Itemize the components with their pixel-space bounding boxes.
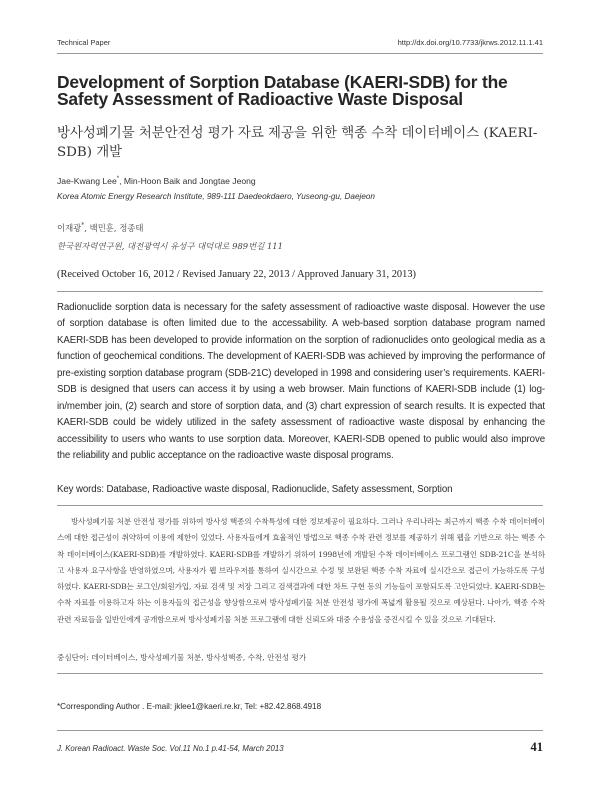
korean-abstract-top-rule (57, 505, 543, 506)
received-dates: (Received October 16, 2012 / Revised January 22, 2013 / Approved January 31, 2013) (57, 269, 416, 280)
corresponding-author: Jae-Kwang Lee (57, 176, 117, 186)
journal-citation: J. Korean Radioact. Waste Soc. Vol.11 No.1 p.41-54, March 2013 (57, 744, 284, 753)
corresponding-author-footnote: *Corresponding Author . E-mail: jklee1@kaeri.re.kr, Tel: +82.42.868.4918 (57, 702, 322, 711)
korean-co-authors: , 백민훈, 정종태 (84, 223, 144, 233)
korean-corresponding-author: 이재광 (57, 223, 82, 233)
english-abstract: Radionuclide sorption data is necessary for the safety assessment of radioactive waste disposal. However the use of sorption database is often limited due to the accessability. A web-based sorption database program named KAERI-SDB has been developed to provide information on the sorption of radionuclides onto geological media as a function of geochemical conditions. The development of KAERI-SDB was achieved by improving the performance of pre-existing sorption database program (SDB-21C) developed in 1998 and considering user’s requirements. KAERI-SDB is designed that users can access it by using a web browser. Main functions of KAERI-SDB include (1) log-in/member join, (2) search and store of sorption data, and (3) chart expression of search results. It is expected that KAERI-SDB could be widely utilized in the safety assessment of radioactive waste disposal by enhancing the accessibility to users who wants to use sorption data. Moreover, KAERI-SDB opened to public would also improve the reliability and public acceptance on the radioactive waste disposal programs. (57, 302, 545, 462)
abstract-top-rule (57, 291, 543, 292)
korean-paper-title: 방사성폐기물 처분안전성 평가 자료 제공을 위한 핵종 수착 데이터베이스 (KAERI-SDB) 개발 (57, 126, 538, 160)
korean-affiliation: 한국원자력연구원, 대전광역시 유성구 대덕대로 989번길 111 (57, 241, 283, 251)
english-keywords: Key words: Database, Radioactive waste disposal, Radionuclide, Safety assessment, Sorption (57, 484, 453, 495)
author-list (57, 176, 256, 186)
doi-link[interactable]: http://dx.doi.org/10.7733/jkrws.2012.11.1.41 (397, 38, 543, 47)
paper-type-label: Technical Paper (57, 38, 111, 47)
page-number: 41 (530, 740, 543, 754)
header-rule (57, 53, 543, 54)
korean-abstract-bottom-rule (57, 673, 543, 674)
corresponding-mark: * (116, 176, 120, 183)
korean-keywords: 중심단어: 데이터베이스, 방사성폐기물 처분, 방사성핵종, 수착, 안전성 평가 (57, 653, 307, 662)
paper-title: Development of Sorption Database (KAERI-SDB) for the Safety Assessment of Radioactive Waste Disposal (57, 72, 508, 109)
korean-corresponding-mark: * (81, 222, 85, 230)
korean-author-list (57, 222, 143, 234)
korean-abstract: 방사성폐기물 처분 안전성 평가를 위하여 방사성 핵종의 수착특성에 대한 정보제공이 필요하다. 그러나 우리나라는 최근까지 핵종 수착 데이터베이스에 대한 접근성이 취약하여 이용에 제한이 있었다. 사용자들에게 효율적인 방법으로 핵종 수착 관련 정보를 제공하기 위해 웹을 기반으로 하는 핵종 수착 데이터베이스(KAERI-SDB)를 개발하였다. KAERI-SDB를 개발하기 위하여 1998년에 개발된 수착 데이터베이스 프로그램인 SDB-21C을 분석하고 사용자 요구사항을 반영하였으며, 사용자가 웹 브라우저를 통하여 실시간으로 수정 및 보완된 핵종 수착 자료에 실시간으로 접근이 가능하도록 구성하였다. KAERI-SDB는 로그인/회원가입, 자료 검색 및 저장 그리고 검색결과에 대한 차트 구현 등의 기능들이 포함되도록 고안되었다. KAERI-SDB는 수착 자료를 이용하고자 하는 이용자들의 접근성을 향상함으로써 방사성폐기물 처분 안전성 평가에 폭넓게 활용될 것으로 예상된다. 나아가, 핵종 수착관련 자료들을 일반인에게 공개함으로써 방사성폐기물 처분 프로그램에 대한 신뢰도와 대중 수용성을 증진시킬 수 있을 것으로 기대된다. (57, 517, 545, 624)
author-affiliation: Korea Atomic Energy Research Institute, 989-111 Daedeokdaero, Yuseong-gu, Daejeon (57, 192, 375, 201)
footer-rule (57, 730, 543, 731)
co-authors: , Min-Hoon Baik and Jongtae Jeong (119, 176, 256, 186)
running-header (57, 38, 543, 47)
